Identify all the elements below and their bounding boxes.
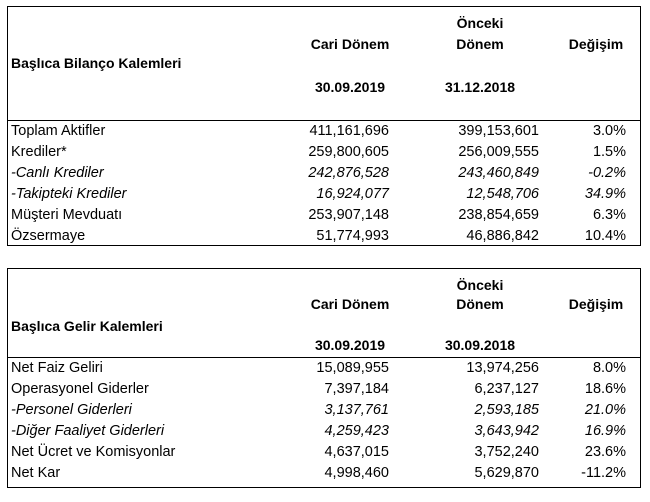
prev-period-date: 30.09.2018	[444, 337, 516, 353]
change-value: 6.3%	[592, 207, 626, 223]
current-value: 15,089,955	[316, 360, 389, 376]
current-value: 253,907,148	[308, 207, 389, 223]
previous-value: 13,974,256	[466, 360, 539, 376]
previous-value: 399,153,601	[458, 123, 539, 139]
previous-value: 6,237,127	[474, 381, 539, 397]
previous-value: 12,548,706	[466, 186, 539, 202]
balance-sheet-table	[7, 6, 641, 246]
change-value: 21.0%	[584, 402, 626, 418]
row-label: Krediler*	[11, 144, 67, 160]
table-row	[8, 358, 640, 379]
row-label: Operasyonel Giderler	[11, 381, 149, 397]
income-rows	[8, 358, 640, 484]
income-table-header	[8, 269, 640, 358]
current-period-date: 30.09.2019	[314, 337, 386, 353]
previous-value: 3,752,240	[474, 444, 539, 460]
current-value: 4,259,423	[324, 423, 389, 439]
change-label: Değişim	[568, 36, 624, 52]
change-value: -0.2%	[588, 165, 626, 181]
change-label: Değişim	[568, 296, 624, 312]
current-value: 242,876,528	[308, 165, 389, 181]
change-value: 18.6%	[584, 381, 626, 397]
previous-value: 46,886,842	[466, 228, 539, 244]
income-table-title: Başlıca Gelir Kalemleri	[11, 318, 163, 334]
change-value: 16.9%	[584, 423, 626, 439]
prev-period-label-line2: Dönem	[456, 296, 504, 312]
table-row	[8, 379, 640, 400]
previous-value: 243,460,849	[458, 165, 539, 181]
prev-period-label-line1: Önceki	[456, 277, 504, 293]
change-value: -11.2%	[581, 465, 626, 481]
previous-value: 256,009,555	[458, 144, 539, 160]
previous-value: 5,629,870	[474, 465, 539, 481]
row-label: Net Kar	[11, 465, 61, 481]
balance-rows	[8, 121, 640, 247]
row-label: Net Faiz Geliri	[11, 360, 103, 376]
row-label: Müşteri Mevduatı	[11, 207, 123, 223]
current-period-label: Cari Dönem	[310, 36, 390, 52]
row-label: Net Ücret ve Komisyonlar	[11, 444, 176, 460]
table-row	[8, 163, 640, 184]
table-row	[8, 400, 640, 421]
row-label: -Diğer Faaliyet Giderleri	[11, 423, 165, 439]
prev-period-label-line1: Önceki	[456, 15, 504, 31]
previous-value: 2,593,185	[474, 402, 539, 418]
current-value: 4,998,460	[324, 465, 389, 481]
table-row	[8, 205, 640, 226]
change-value: 3.0%	[592, 123, 626, 139]
current-period-date: 30.09.2019	[314, 79, 386, 95]
table-row	[8, 184, 640, 205]
current-period-label: Cari Dönem	[310, 296, 390, 312]
change-value: 34.9%	[584, 186, 626, 202]
current-value: 259,800,605	[308, 144, 389, 160]
row-label: Toplam Aktifler	[11, 123, 106, 139]
previous-value: 3,643,942	[474, 423, 539, 439]
prev-period-date: 31.12.2018	[444, 79, 516, 95]
current-value: 7,397,184	[324, 381, 389, 397]
balance-table-title: Başlıca Bilanço Kalemleri	[11, 55, 182, 71]
current-value: 51,774,993	[316, 228, 389, 244]
row-label: Özsermaye	[11, 228, 86, 244]
change-value: 1.5%	[592, 144, 626, 160]
change-value: 23.6%	[584, 444, 626, 460]
income-table	[7, 268, 641, 488]
row-label: -Canlı Krediler	[11, 165, 104, 181]
table-row	[8, 463, 640, 484]
balance-table-header	[8, 7, 640, 121]
table-row	[8, 142, 640, 163]
row-label: -Takipteki Krediler	[11, 186, 127, 202]
table-row	[8, 421, 640, 442]
change-value: 8.0%	[592, 360, 626, 376]
current-value: 3,137,761	[324, 402, 389, 418]
prev-period-label-line2: Dönem	[456, 36, 504, 52]
current-value: 4,637,015	[324, 444, 389, 460]
table-row	[8, 226, 640, 247]
previous-value: 238,854,659	[458, 207, 539, 223]
current-value: 16,924,077	[316, 186, 389, 202]
table-row	[8, 121, 640, 142]
table-row	[8, 442, 640, 463]
row-label: -Personel Giderleri	[11, 402, 132, 418]
change-value: 10.4%	[584, 228, 626, 244]
current-value: 411,161,696	[309, 123, 389, 139]
